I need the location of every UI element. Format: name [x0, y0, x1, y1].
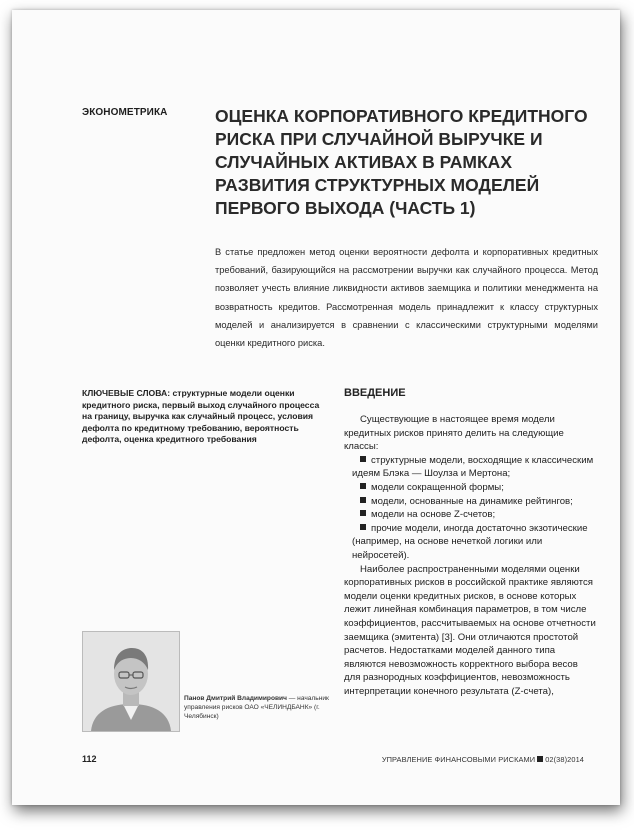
list-item [344, 454, 596, 481]
article-title: ОЦЕНКА КОРПОРАТИВНОГО КРЕДИТНОГО РИСКА ПРИ СЛУЧАЙНОЙ ВЫРУЧКЕ И СЛУЧАЙНЫХ АКТИВАХ В РАМКАХ РАЗВИТИЯ СТРУКТУРНЫХ МОДЕЛЕЙ ПЕРВОГО ВЫХОДА (ЧАСТЬ 1) [215, 106, 588, 218]
intro-paragraph: Существующие в настоящее время модели кредитных рисков принято делить на следующие классы: [344, 414, 564, 453]
list-item [344, 522, 596, 563]
author-name: Панов Дмитрий Владимирович [184, 695, 287, 702]
square-bullet-icon [360, 510, 366, 516]
intro-body [344, 413, 596, 698]
page-number: 112 [82, 754, 97, 764]
square-bullet-icon [360, 483, 366, 489]
journal-page [12, 10, 620, 805]
author-position: — начальник управления рисков ОАО «ЧЕЛИНДБАНК» (г. Челябинск) [184, 695, 329, 720]
author-portrait-icon [83, 632, 179, 731]
journal-footer [382, 755, 584, 764]
intro-heading: ВВЕДЕНИЕ [344, 387, 406, 399]
list-item-text: прочие модели, иногда достаточно экзотические (например, на основе нечеткой логики или нейросетей). [352, 522, 588, 561]
list-item [344, 481, 596, 495]
author-info [184, 694, 334, 721]
list-item-text: модели, основанные на динамике рейтингов; [371, 495, 573, 507]
square-bullet-icon [360, 456, 366, 462]
journal-issue: 02(38)2014 [545, 755, 584, 764]
square-bullet-icon [360, 497, 366, 503]
list-item-text: модели на основе Z-счетов; [371, 509, 496, 521]
abstract: В статье предложен метод оценки вероятности дефолта и корпоративных кредитных требований, базирующийся на рассмотрении выручки как случайного процесса. Метод позволяет учесть влияние ликвидности активов заемщика и политики менеджмента на возвратность кредитов. Рассмотренная модель принадлежит к классу структурных моделей и анализируется в сравнении с классическими структурными моделями оценки кредитного риска. [215, 247, 598, 349]
author-photo [82, 631, 180, 732]
journal-name: УПРАВЛЕНИЕ ФИНАНСОВЫМИ РИСКАМИ [381, 755, 536, 764]
keywords: КЛЮЧЕВЫЕ СЛОВА: структурные модели оценки кредитного риска, первый выход случайного процесса на границу, выручка как случайный процесс, условия дефолта по кредитному требованию, вероятность дефолта, оценка кредитного требования [82, 388, 320, 444]
list-item [344, 495, 596, 509]
list-item [344, 508, 596, 522]
square-separator-icon [537, 756, 543, 762]
square-bullet-icon [360, 524, 366, 530]
section-label: ЭКОНОМЕТРИКА [82, 107, 168, 118]
list-item-text: модели сокращенной формы; [371, 481, 504, 493]
intro-paragraph: Наиболее распространенными моделями оценки корпоративных рисков в российской практике являются модели оценки кредитных рисков, в основе которых лежит линейная комбинация параметров, в том числе коэффициентов, рассчитываемых на основе отчетности заемщика (эмитента) [3]. Они отличаются простотой расчетов. Недостатками моделей данного типа являются невозможность корректного выбора весов для разнородных коэффициентов, невозможность интерпретации конечного результата (Z-счета), [344, 563, 596, 697]
list-item-text: структурные модели, восходящие к классическим идеям Блэка — Шоулза и Мертона; [352, 454, 594, 480]
